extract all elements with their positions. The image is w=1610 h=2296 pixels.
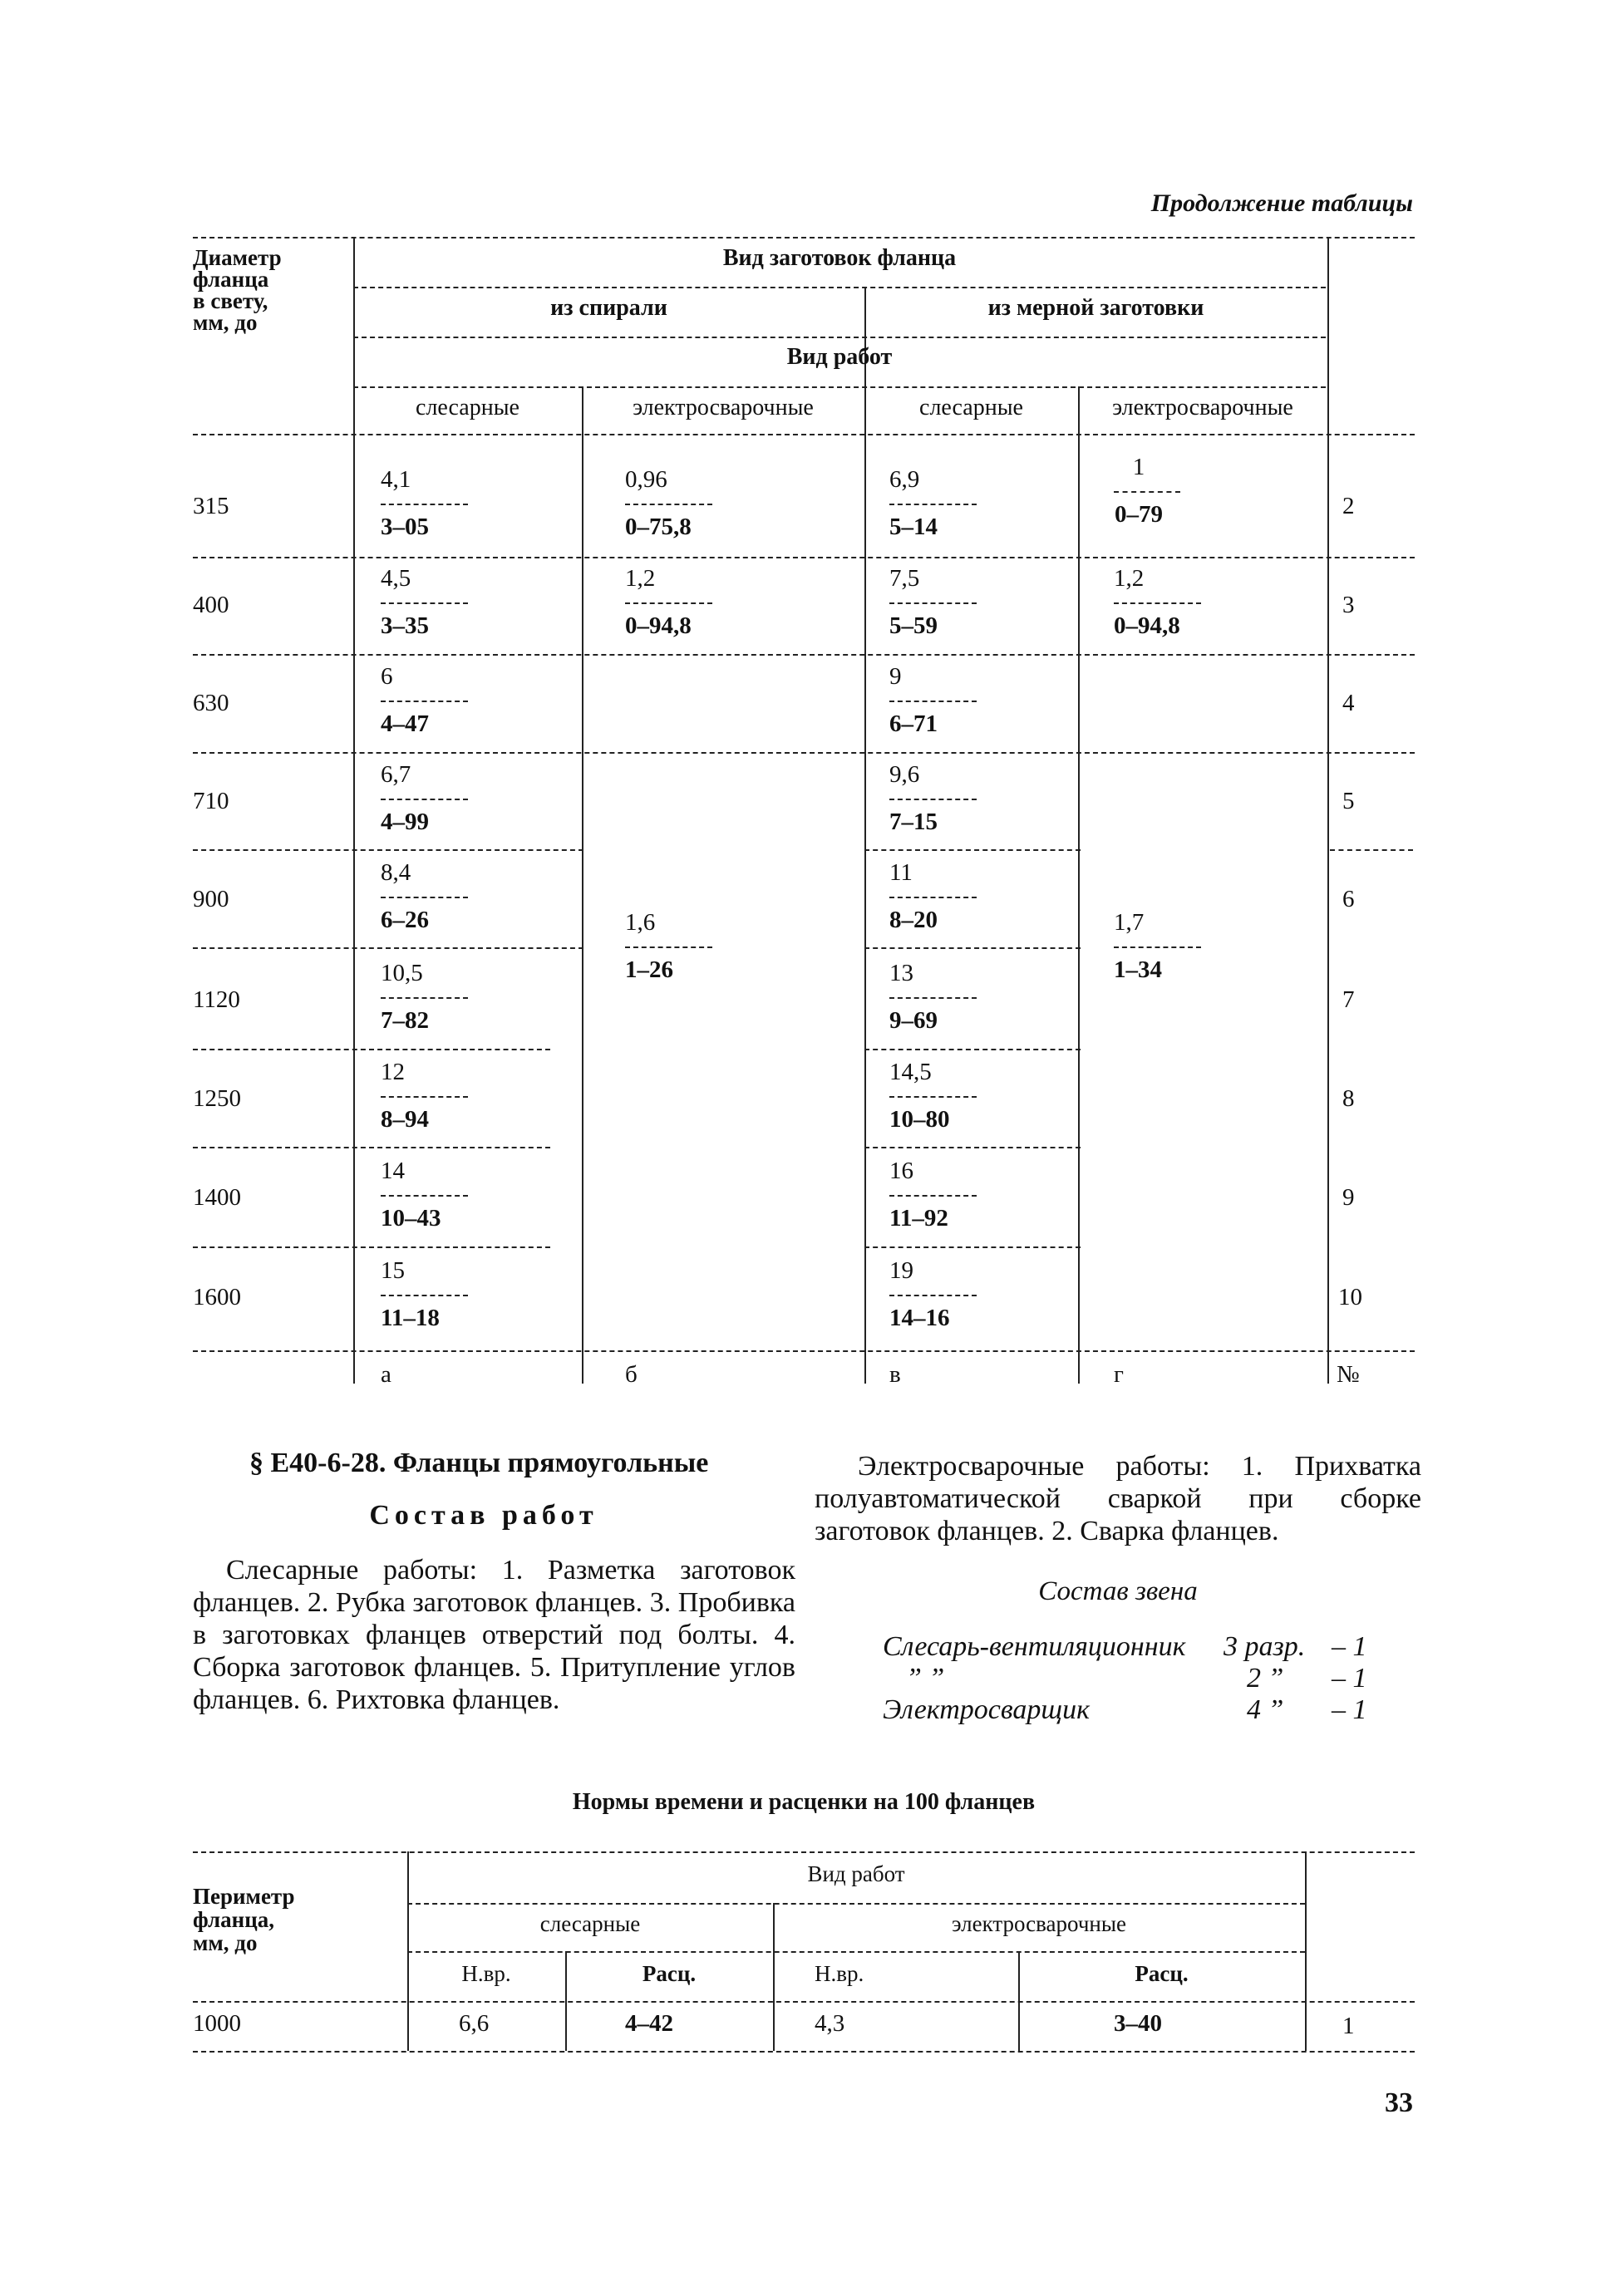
row-number: 3 <box>1342 592 1355 618</box>
cell-fraction: 19 14–16 <box>889 1259 981 1330</box>
col-letter: № <box>1337 1361 1360 1388</box>
section-title: § Е40-6-28. Фланцы прямоугольные <box>249 1448 709 1478</box>
t2-header-elektro: электросварочные <box>952 1911 1126 1936</box>
sostav-zvena-heading: Состав звена <box>1038 1576 1198 1606</box>
sostav-rabot-heading: Состав работ <box>369 1500 598 1531</box>
page-number: 33 <box>1385 2087 1413 2118</box>
cell-fraction: 0,96 0–75,8 <box>625 468 716 539</box>
table2-title: Нормы времени и расценки на 100 фланцев <box>572 1789 1036 1815</box>
col-letter: б <box>625 1361 638 1388</box>
row-diameter: 710 <box>193 788 229 814</box>
row-diameter: 1120 <box>193 986 240 1013</box>
cell-fraction-merged: 1,6 1–26 <box>625 911 716 982</box>
row-number: 9 <box>1342 1184 1355 1211</box>
header-vid-zagotovok: Вид заготовок фланца <box>722 245 957 271</box>
cell-fraction: 10,5 7–82 <box>381 961 472 1033</box>
t2-row-number: 1 <box>1342 2013 1355 2039</box>
t2-cell: 3–40 <box>1114 2010 1162 2037</box>
row-number: 7 <box>1342 986 1355 1013</box>
col-header-diameter: Диаметр фланца в свету, мм, до <box>193 245 282 335</box>
t2-sub-rasc: Расц. <box>642 1961 697 1986</box>
t2-header-slesarnye: слесарные <box>539 1911 641 1936</box>
col-header-g: электросварочные <box>1112 395 1293 420</box>
row-diameter: 1250 <box>193 1085 241 1112</box>
t2-cell: 6,6 <box>459 2010 490 2037</box>
cell-fraction: 15 11–18 <box>381 1259 472 1330</box>
t2-header-vid-rabot: Вид работ <box>807 1861 905 1886</box>
cell-fraction: 13 9–69 <box>889 961 981 1033</box>
row-number: 4 <box>1342 690 1355 716</box>
cell-fraction: 9,6 7–15 <box>889 763 981 834</box>
row-diameter: 900 <box>193 886 229 912</box>
cell-fraction: 14,5 10–80 <box>889 1060 981 1132</box>
cell-fraction: 4,5 3–35 <box>381 567 472 638</box>
cell-fraction: 1,2 0–94,8 <box>1114 567 1205 638</box>
zveno-list: Слесарь-вентиляционник 3 разр. – 1 ” ” 2 ” – 1 Электросварщик 4 ” – 1 <box>883 1631 1367 1725</box>
cell-fraction: 8,4 6–26 <box>381 861 472 932</box>
row-diameter: 315 <box>193 493 229 519</box>
t2-cell: 4–42 <box>625 2010 673 2037</box>
header-vid-rabot: Вид работ <box>786 344 893 370</box>
cell-fraction: 6,7 4–99 <box>381 763 472 834</box>
t2-sub-rasc: Расц. <box>1135 1961 1189 1986</box>
col-letter: а <box>381 1361 391 1388</box>
header-iz-spirali: из спирали <box>550 295 667 321</box>
cell-fraction-merged: 1,7 1–34 <box>1114 911 1205 982</box>
col-header-b: электросварочные <box>633 395 814 420</box>
row-diameter: 400 <box>193 592 229 618</box>
cell-fraction: 14 10–43 <box>381 1159 472 1231</box>
t2-cell: 4,3 <box>815 2010 845 2037</box>
t2-col-header-perimeter: Периметр фланца, мм, до <box>193 1884 295 1955</box>
row-number: 10 <box>1338 1284 1362 1310</box>
elektro-text: Электросварочные работы: 1. Прихватка полуавтоматической сваркой при сборке заготовок фланцев. 2. Сварка фланцев. <box>815 1451 1421 1546</box>
continuation-label: Продолжение таблицы <box>1150 189 1413 217</box>
cell-fraction: 6,9 5–14 <box>889 468 981 539</box>
col-letter: г <box>1114 1361 1124 1388</box>
row-number: 5 <box>1342 788 1355 814</box>
col-header-v: слесарные <box>919 395 1023 420</box>
row-diameter: 630 <box>193 690 229 716</box>
col-header-a: слесарные <box>416 395 519 420</box>
cell-fraction: 6 4–47 <box>381 665 472 736</box>
cell-fraction: 4,1 3–05 <box>381 468 472 539</box>
t2-sub-nvr: Н.вр. <box>815 1961 864 1986</box>
t2-row-perimeter: 1000 <box>193 2010 241 2037</box>
cell-fraction: 1 0–79 <box>1114 455 1164 527</box>
cell-fraction: 9 6–71 <box>889 665 981 736</box>
row-number: 8 <box>1342 1085 1355 1112</box>
row-diameter: 1400 <box>193 1184 241 1211</box>
slesarnye-text: Слесарные работы: 1. Разметка заготовок фланцев. 2. Рубка заготовок фланцев. 3. Пробивка в заготовках фланцев отверстий под болты. 4. Сборка заготовок фланцев. 5. Притупление углов фланцев. 6. Рихтовка фланцев. <box>193 1555 795 1715</box>
cell-fraction: 16 11–92 <box>889 1159 981 1231</box>
col-letter: в <box>889 1361 901 1388</box>
t2-sub-nvr: Н.вр. <box>461 1961 511 1986</box>
row-diameter: 1600 <box>193 1284 241 1310</box>
header-iz-mernoi: из мерной заготовки <box>987 295 1204 321</box>
cell-fraction: 11 8–20 <box>889 861 981 932</box>
row-number: 2 <box>1342 493 1355 519</box>
cell-fraction: 12 8–94 <box>381 1060 472 1132</box>
cell-fraction: 7,5 5–59 <box>889 567 981 638</box>
cell-fraction: 1,2 0–94,8 <box>625 567 716 638</box>
row-number: 6 <box>1342 886 1355 912</box>
